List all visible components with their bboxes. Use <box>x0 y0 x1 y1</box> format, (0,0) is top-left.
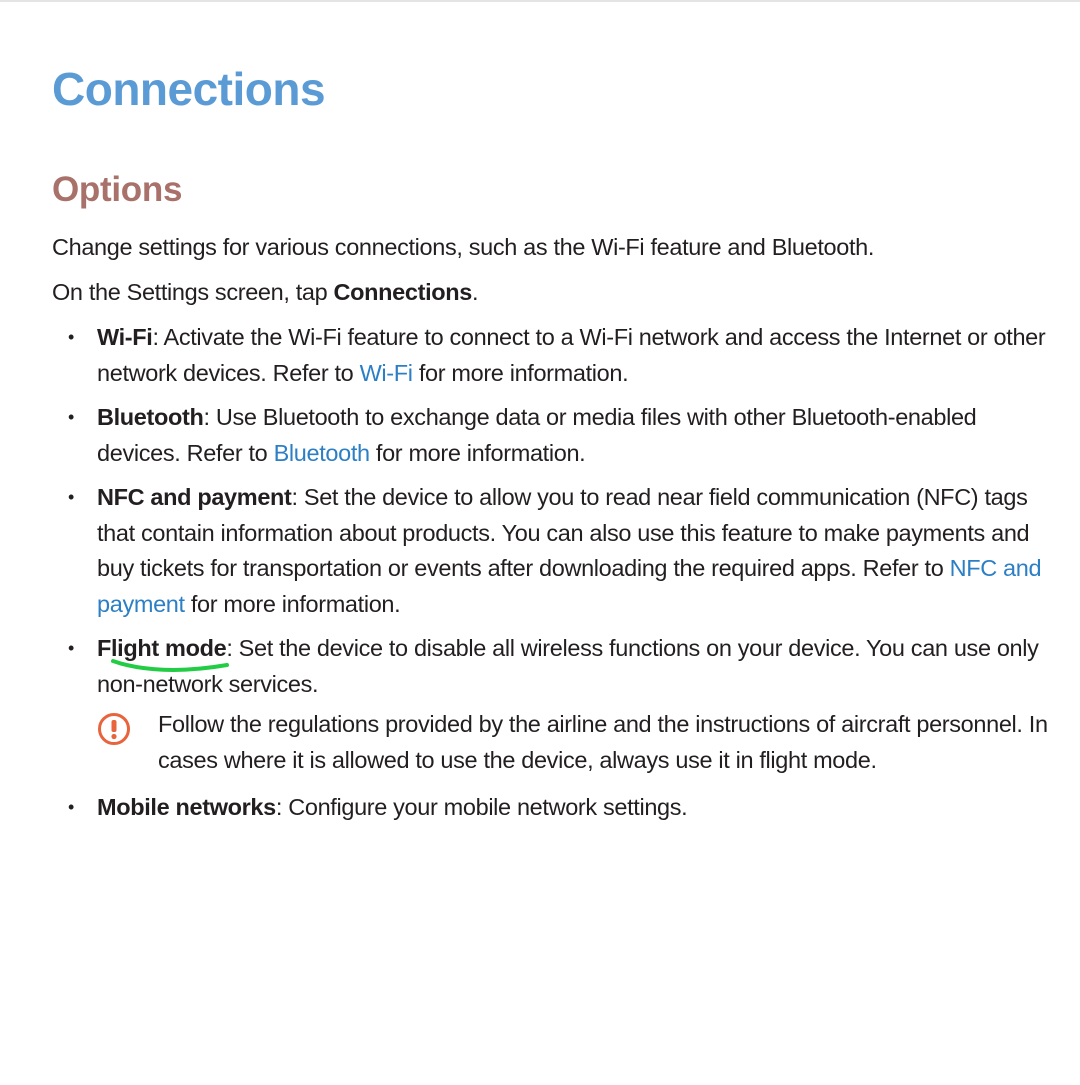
desc-nfc-and-payment: : Set the device to allow you to read near field communication (NFC) tags that contain information about products. You can also use this feature to make payments and buy tickets for transportation or events after downloading the required apps. Refer to <box>97 484 1030 581</box>
caution-icon <box>97 712 131 746</box>
term-wifi: Wi-Fi <box>97 324 153 350</box>
flight-mode-term-wrapper <box>97 631 226 667</box>
term-nfc-and-payment: NFC and payment <box>97 484 292 510</box>
link-wifi[interactable]: Wi-Fi <box>359 359 413 386</box>
term-flight-mode: Flight mode <box>97 635 227 661</box>
term-mobile-networks: Mobile networks <box>97 794 276 820</box>
desc-bluetooth: : Use Bluetooth to exchange data or media files with other Bluetooth-enabled devices. Refer to <box>97 404 977 466</box>
connections-options-list <box>52 320 1062 835</box>
term-bluetooth: Bluetooth <box>97 404 204 430</box>
desc-wifi-after: for more information. <box>412 359 629 386</box>
nav-prefix: On the Settings screen, tap <box>52 279 334 305</box>
intro-paragraph: Change settings for various connections, such as the Wi-Fi feature and Bluetooth. <box>52 234 875 260</box>
list-item-mobile-networks <box>52 790 1062 826</box>
bullet-marker: • <box>68 797 74 817</box>
navigation-instruction <box>52 274 478 310</box>
desc-nfc-after: for more information. <box>184 590 401 617</box>
bullet-marker: • <box>68 638 74 658</box>
desc-flight-mode: : Set the device to disable all wireless functions on your device. You can use only non-network services. <box>97 635 1039 697</box>
list-item-bluetooth <box>52 400 1062 471</box>
bullet-marker: • <box>68 327 74 347</box>
list-item-flight-mode <box>52 631 1062 778</box>
desc-bluetooth-after: for more information. <box>369 439 586 466</box>
nav-suffix: . <box>471 279 479 305</box>
caution-note-text: Follow the regulations provided by the airline and the instructions of aircraft personnel. In cases where it is allowed to use the device, always use it in flight mode. <box>158 711 1048 773</box>
page-title: Connections <box>52 63 326 115</box>
caution-note <box>97 706 1062 778</box>
nav-target: Connections <box>333 279 472 305</box>
list-item-nfc-and-payment <box>52 480 1062 622</box>
desc-wifi: : Activate the Wi-Fi feature to connect to a Wi-Fi network and access the Internet or other network devices. Refer to <box>97 324 1046 386</box>
desc-mobile-networks: : Configure your mobile network settings. <box>275 794 688 820</box>
bullet-marker: • <box>68 487 74 507</box>
top-divider <box>0 0 1080 2</box>
bullet-marker: • <box>68 407 74 427</box>
section-title: Options <box>52 170 183 209</box>
link-bluetooth[interactable]: Bluetooth <box>273 439 370 466</box>
link-nfc-and-payment[interactable]: NFC and payment <box>97 555 1042 617</box>
list-item-wifi <box>52 320 1062 391</box>
